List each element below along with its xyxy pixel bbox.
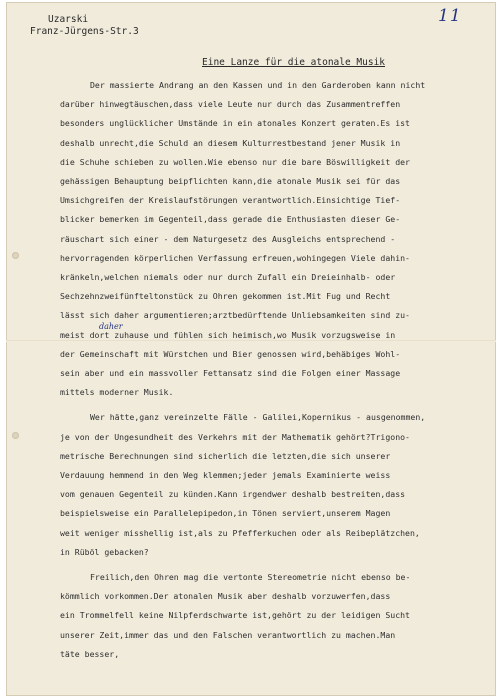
text-line: Verdauung hemmend in den Weg klemmen;jeder jemals Examinierte weiss (60, 470, 391, 481)
text-line: darüber hinwegtäuschen,dass viele Leute nur durch das Zusammentreffen (60, 99, 401, 110)
handwritten-correction: daher (99, 322, 123, 331)
text-line: mittels moderner Musik. (60, 387, 174, 398)
text-line: der Gemeinschaft mit Würstchen und Bier genossen wird,behäbiges Wohl- (60, 348, 401, 359)
text-line: gehässigen Behauptung beipflichten kann,die atonale Musik sei für das (60, 176, 401, 187)
text-line: deshalb unrecht,die Schuld an diesem Kulturrestbestand jener Musik in (60, 137, 401, 148)
punch-hole (12, 252, 19, 259)
text-line: räuschart sich einer - dem Naturgesetz des Ausgleichs entsprechend - (60, 233, 396, 244)
text-line: lässt sich daher argumentieren;arztbedürftende Unliebsamkeiten sind zu- (60, 310, 410, 321)
sender-street: Franz-Jürgens-Str.3 (30, 26, 139, 37)
text-line: Sechzehnzweifünfteltonstück zu Ohren gekommen ist.Mit Fug und Recht (60, 291, 391, 302)
text-line: in Rüböl gebacken? (60, 546, 149, 557)
text-line: kränkeln,welchen niemals oder nur durch Zufall ein Dreieinhalb- oder (60, 272, 396, 283)
handwritten-page-number: 11 (438, 6, 462, 26)
sender-address (30, 14, 139, 38)
text-line: blicker bemerken im Gegenteil,dass gerade die Enthusiasten dieser Ge- (60, 214, 401, 225)
text-line: kömmlich vorkommen.Der atonalen Musik aber deshalb vorzuwerfen,dass (60, 591, 391, 602)
text-line: beispielsweise ein Parallelepipedon,in Tönen serviert,unserem Magen (60, 508, 391, 519)
text-line: täte besser, (60, 648, 120, 659)
text-line: ein Trommelfell keine Nilpferdschwarte ist,gehört zu der leidigen Sucht (60, 610, 410, 621)
text-line: die Schuhe schieben zu wollen.Wie ebenso nur die bare Böswilligkeit der (60, 156, 410, 167)
text-line: Wer hätte,ganz vereinzelte Fälle - Galilei,Kopernikus - ausgenommen, (90, 412, 426, 423)
text-line: sein aber und ein massvoller Fettansatz sind die Folgen einer Massage (60, 368, 401, 379)
document-body (60, 76, 486, 664)
text-line: hervorragenden körperlichen Verfassung erfreuen,wohingegen Viele dahin- (60, 252, 410, 263)
document-page (6, 2, 496, 696)
punch-hole (12, 432, 19, 439)
text-line: weit weniger misshellig ist,als zu Pfefferkuchen oder als Reibeplätzchen, (60, 527, 420, 538)
text-line: besonders unglücklicher Umstände in ein atonales Konzert geraten.Es ist (60, 118, 410, 129)
text-line: Umsichgreifen der Kreislaufstörungen verantwortlich.Einsichtige Tief- (60, 195, 401, 206)
text-line: metrische Berechnungen sind sicherlich die letzten,die sich unserer (60, 450, 391, 461)
text-line: unserer Zeit,immer das und den Falschen verantwortlich zu machen.Man (60, 629, 396, 640)
text-line: je von der Ungesundheit des Verkehrs mit der Mathematik gehört?Trigono- (60, 431, 410, 442)
document-title: Eine Lanze für die atonale Musik (202, 57, 386, 68)
text-line: Der massierte Andrang an den Kassen und in den Garderoben kann nicht (90, 80, 426, 90)
text-line: vom genauen Gegenteil zu künden.Kann irgendwer deshalb bestreiten,dass (60, 489, 406, 500)
text-line: Freilich,den Ohren mag die vertonte Stereometrie nicht ebenso be- (90, 572, 411, 583)
text-line: meist dort zuhause und fühlen sich heimisch,wo Musik vorzugsweise in (60, 329, 396, 340)
sender-name: Uzarski (48, 14, 89, 25)
